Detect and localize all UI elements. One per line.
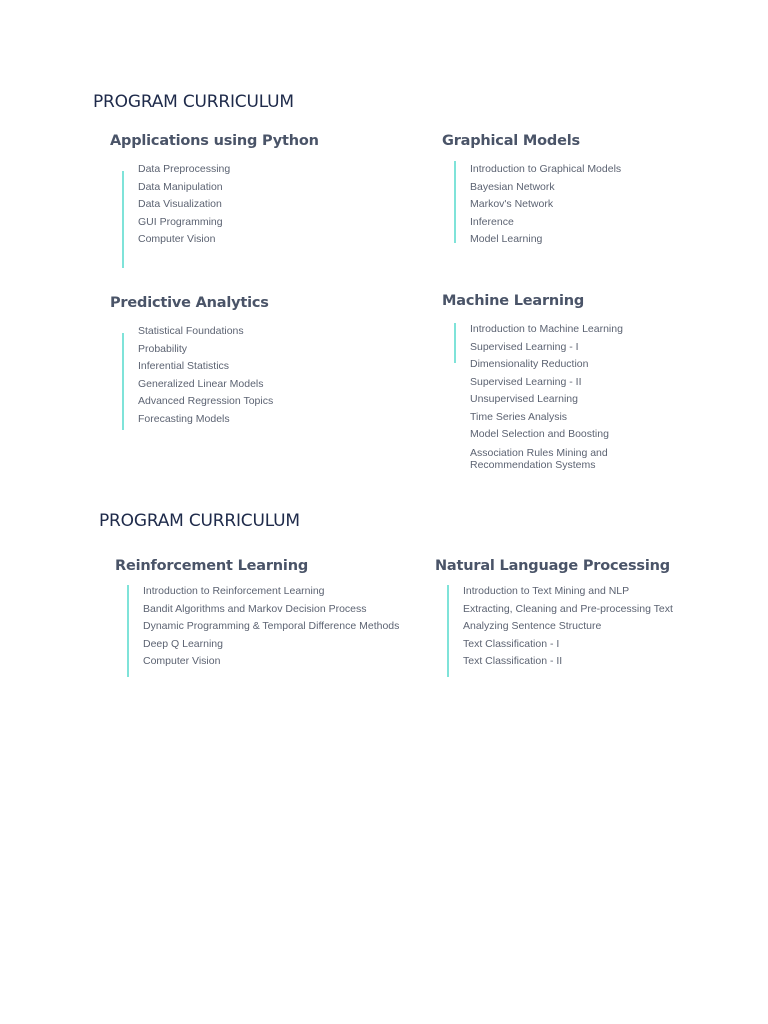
topic-item: Supervised Learning - II <box>470 375 582 388</box>
section-title: Machine Learning <box>442 293 585 309</box>
topic-item: Introduction to Text Mining and NLP <box>463 585 630 597</box>
topic-item: Statistical Foundations <box>138 325 244 337</box>
topic-list <box>138 161 319 249</box>
topic-item: Inferential Statistics <box>138 360 230 372</box>
topic-item: GUI Programming <box>138 215 223 228</box>
topic-item: Bandit Algorithms and Markov Decision Process <box>143 602 367 615</box>
topic-item: Data Visualization <box>138 198 222 210</box>
topic-item: Advanced Regression Topics <box>138 395 274 407</box>
section-predictive-analytics <box>110 295 273 428</box>
accent-bar <box>454 161 456 243</box>
topic-list <box>143 583 399 671</box>
topic-item: Inference <box>470 215 514 228</box>
topic-item: Computer Vision <box>143 655 221 667</box>
topic-list <box>470 161 621 249</box>
section-title: Applications using Python <box>110 133 319 149</box>
page-1-heading: PROGRAM CURRICULUM <box>93 92 294 112</box>
section-natural-language-processing <box>435 558 673 671</box>
topic-item: Computer Vision <box>138 233 216 245</box>
section-reinforcement-learning <box>115 558 399 671</box>
topic-item: Forecasting Models <box>138 412 230 425</box>
section-title: Predictive Analytics <box>110 295 269 311</box>
topic-item: Extracting, Cleaning and Pre-processing Text <box>463 602 673 615</box>
topic-item: Supervised Learning - I <box>470 340 579 353</box>
section-machine-learning <box>442 293 640 471</box>
topic-item: Time Series Analysis <box>470 410 568 423</box>
accent-bar <box>447 585 449 677</box>
topic-item: Data Preprocessing <box>138 163 231 175</box>
section-graphical-models <box>442 133 621 249</box>
topic-item: Bayesian Network <box>470 180 555 193</box>
section-title: Natural Language Processing <box>435 558 670 574</box>
topic-item: Generalized Linear Models <box>138 377 264 390</box>
topic-item: Model Selection and Boosting <box>470 428 609 440</box>
topic-item: Model Learning <box>470 233 543 245</box>
topic-item: Data Manipulation <box>138 180 223 193</box>
topic-item: Dynamic Programming & Temporal Difference Methods <box>143 620 400 632</box>
topic-item: Analyzing Sentence Structure <box>463 620 602 632</box>
topic-item: Unsupervised Learning <box>470 393 578 405</box>
topic-item: Text Classification - I <box>463 637 560 650</box>
topic-item: Introduction to Reinforcement Learning <box>143 585 325 597</box>
topic-list <box>138 323 273 428</box>
topic-item: Dimensionality Reduction <box>470 358 589 370</box>
section-title: Graphical Models <box>442 133 580 149</box>
accent-bar <box>454 323 456 363</box>
topic-item: Association Rules Mining and Recommendation Systems <box>470 446 608 471</box>
accent-bar <box>122 333 124 430</box>
page-2-heading: PROGRAM CURRICULUM <box>99 511 300 531</box>
topic-item: Introduction to Graphical Models <box>470 163 622 175</box>
topic-item: Probability <box>138 342 188 355</box>
topic-item: Text Classification - II <box>463 655 563 667</box>
section-title: Reinforcement Learning <box>115 558 308 574</box>
topic-item: Deep Q Learning <box>143 637 223 650</box>
topic-list <box>463 583 673 671</box>
topic-item: Markov's Network <box>470 198 554 210</box>
section-applications-using-python <box>110 133 319 249</box>
topic-list <box>470 321 640 471</box>
accent-bar <box>122 171 124 268</box>
accent-bar <box>127 585 129 677</box>
topic-item: Introduction to Machine Learning <box>470 323 623 335</box>
